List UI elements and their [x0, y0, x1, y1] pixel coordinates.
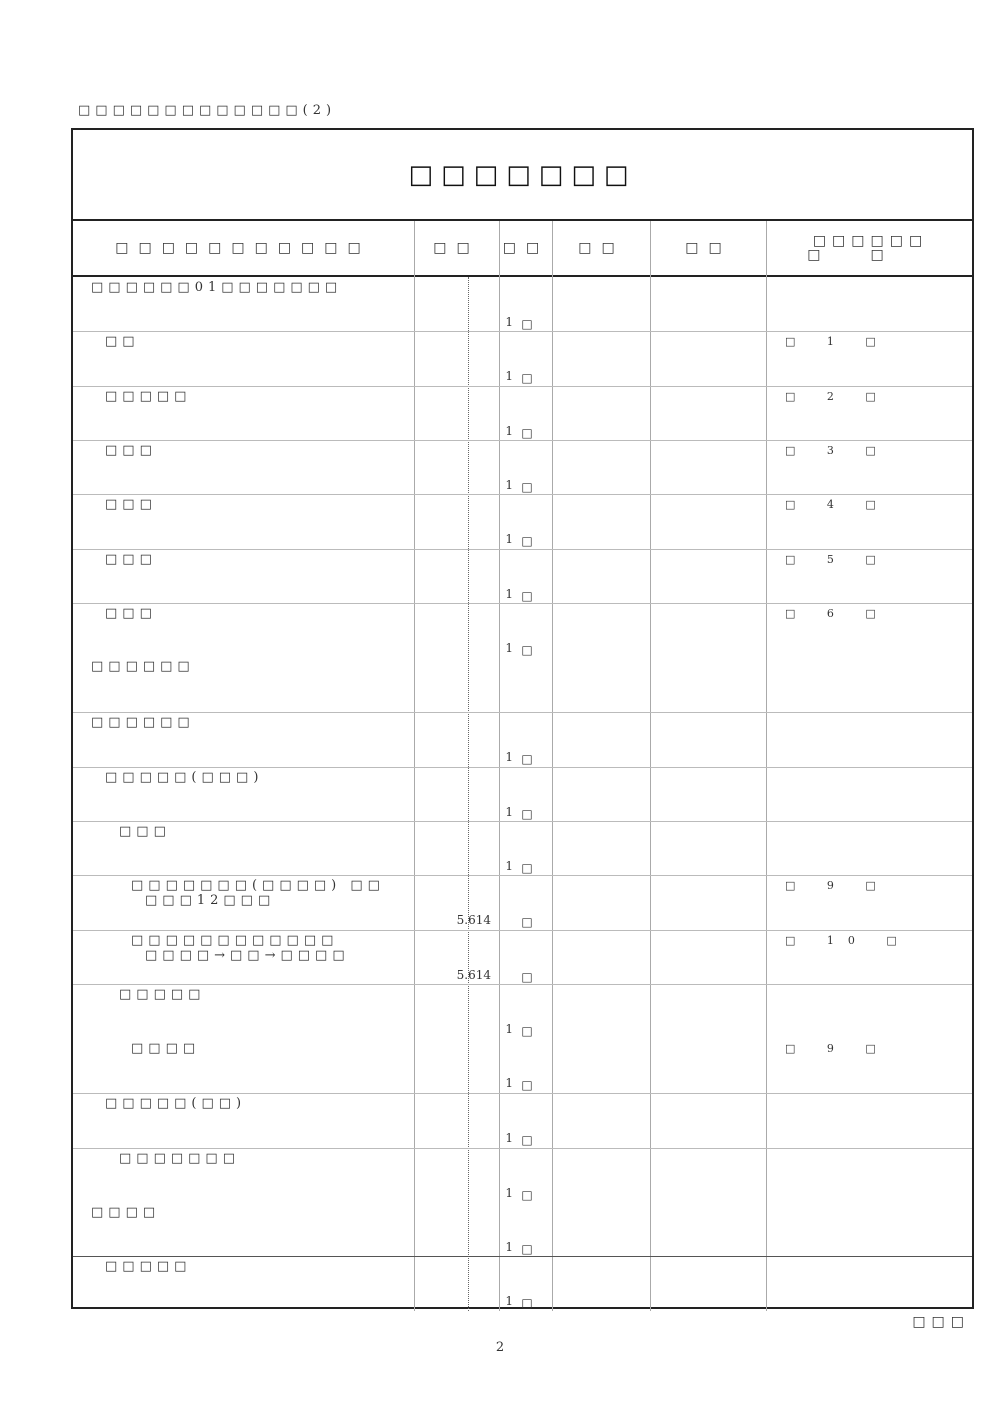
row-reference: □ 4 □ — [785, 498, 890, 511]
document-caption: □□□□□□□□□□□□□(2) — [78, 103, 337, 118]
row-unit: □ — [521, 480, 533, 494]
row-unit: □ — [521, 1024, 533, 1038]
row-unit: □ — [521, 970, 533, 984]
row-label: □□□ — [105, 606, 157, 621]
row-unit: □ — [521, 1242, 533, 1256]
footnote: □□□ — [912, 1314, 970, 1330]
row-qty: 1 — [505, 1294, 513, 1308]
row-reference: □ 2 □ — [785, 390, 890, 403]
row-label: □□□ — [105, 443, 157, 458]
row-label: □□□□ — [131, 1041, 201, 1056]
row-label: □□□ — [105, 552, 157, 567]
row-reference: □ 5 □ — [785, 553, 890, 566]
row-qty: 1 — [505, 805, 513, 819]
row-label: □□□□□(□□) — [105, 1096, 247, 1111]
sheet-title: □□□□□□□ — [408, 160, 637, 190]
header-price: □□ — [578, 240, 625, 256]
row-label: □□□□□ — [119, 987, 206, 1002]
row-reference: □ 9 □ — [785, 1042, 890, 1055]
row-label: □□□□□ — [105, 1259, 192, 1274]
header-amount: □□ — [685, 240, 732, 256]
row-unit: □ — [521, 1133, 533, 1147]
row-unit: □ — [521, 426, 533, 440]
row-qty: 1 — [505, 424, 513, 438]
row-reference: □ 10 □ — [785, 934, 911, 947]
row-label: □□□□ — [91, 1205, 161, 1220]
row-divider — [73, 984, 972, 985]
row-qty: 1 — [505, 1022, 513, 1036]
row-divider — [73, 386, 972, 387]
row-unit: □ — [521, 371, 533, 385]
row-unit: □ — [521, 915, 533, 929]
row-reference: □ 1 □ — [785, 335, 890, 348]
row-unit: □ — [521, 752, 533, 766]
row-qty: 1 — [505, 478, 513, 492]
header-note-line1: □□□□□□ — [812, 233, 929, 249]
row-label: □□□□□□□(□□□□) □□ — [131, 878, 385, 893]
row-label: □□□□→□□→□□□□ — [145, 948, 350, 963]
column-header-row — [73, 221, 972, 277]
row-label: □□□□□□ — [91, 659, 195, 674]
row-label: □□ — [105, 334, 140, 349]
row-qty: 1 — [505, 587, 513, 601]
row-reference: □ 9 □ — [785, 879, 890, 892]
row-unit: □ — [521, 643, 533, 657]
header-note-line2: □□ — [807, 247, 934, 263]
row-divider — [73, 875, 972, 876]
header-qty: □□ — [433, 240, 480, 256]
row-qty: 1 — [505, 1186, 513, 1200]
row-label: □□□ — [105, 497, 157, 512]
row-divider — [73, 1148, 972, 1149]
row-divider — [73, 549, 972, 550]
row-divider — [73, 821, 972, 822]
row-unit: □ — [521, 807, 533, 821]
row-unit: □ — [521, 861, 533, 875]
title-row — [73, 130, 972, 221]
row-label: □□□□□(□□□) — [105, 770, 264, 785]
row-qty: 1 — [505, 1076, 513, 1090]
row-qty: 5.614 — [456, 913, 491, 927]
row-qty: 1 — [505, 369, 513, 383]
row-reference: □ 6 □ — [785, 607, 890, 620]
header-unit: □□ — [502, 240, 550, 256]
row-label: □□□12□□□ — [145, 893, 276, 908]
row-label: □□□□□ — [105, 389, 192, 404]
row-label: □□□ — [119, 824, 171, 839]
row-qty: 1 — [505, 532, 513, 546]
section-divider — [73, 1256, 972, 1257]
row-label: □□□□□□□ — [119, 1151, 240, 1166]
row-unit: □ — [521, 1078, 533, 1092]
row-label: □□□□□□□□□□□□ — [131, 933, 339, 948]
row-unit: □ — [521, 589, 533, 603]
header-item: □□□□□□□□□□□ — [115, 240, 371, 256]
row-divider — [73, 440, 972, 441]
row-label: □□□□□□01□□□□□□□ — [91, 280, 343, 295]
row-divider — [73, 494, 972, 495]
row-qty: 1 — [505, 641, 513, 655]
row-qty: 1 — [505, 750, 513, 764]
row-divider — [73, 712, 972, 713]
row-unit: □ — [521, 1188, 533, 1202]
row-unit: □ — [521, 534, 533, 548]
row-qty: 1 — [505, 859, 513, 873]
row-label: □□□□□□ — [91, 715, 195, 730]
row-qty: 1 — [505, 315, 513, 329]
page-number: 2 — [495, 1340, 505, 1355]
row-divider — [73, 1093, 972, 1094]
estimate-sheet — [71, 128, 974, 1309]
row-divider — [73, 603, 972, 604]
row-unit: □ — [521, 317, 533, 331]
row-unit: □ — [521, 1296, 533, 1310]
row-divider — [73, 331, 972, 332]
header-note — [767, 221, 974, 275]
row-qty: 5.614 — [456, 968, 491, 982]
row-divider — [73, 767, 972, 768]
row-reference: □ 3 □ — [785, 444, 890, 457]
row-qty: 1 — [505, 1131, 513, 1145]
row-qty: 1 — [505, 1240, 513, 1254]
row-divider — [73, 930, 972, 931]
